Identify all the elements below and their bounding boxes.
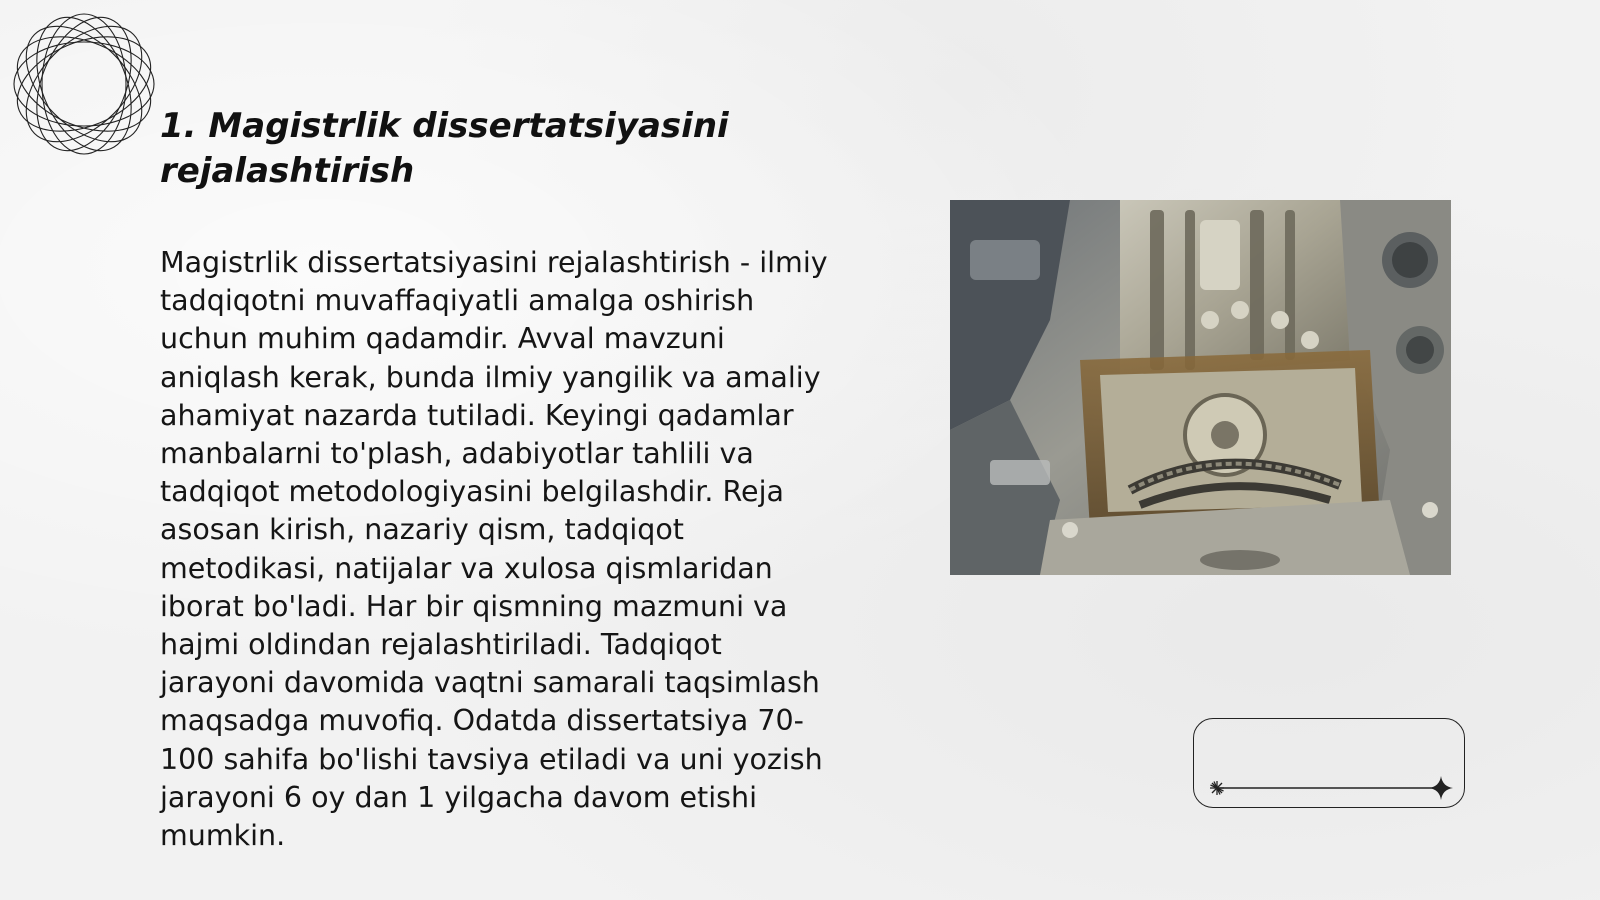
circular-line-ornament-icon [10, 10, 158, 158]
slide-title: 1. Magistrlik dissertatsiyasini rejalashtirish [160, 106, 729, 191]
slide-body-text: Magistrlik dissertatsiyasini rejalashtirish - ilmiy tadqiqotni muvaffaqiyatli amalga oshirish uchun muhim qadamdir. Avval mavzuni aniqlash kerak, bunda ilmiy yangilik va amaliy ahamiyat nazarda tutiladi. Keyingi qadamlar manbalarni to'plash, adabiyotlar tahlili va tadqiqot metodologiyasini belgilashdir. Reja asosan kirish, nazariy qism, tadqiqot metodikasi, natijalar va xulosa qismlaridan iborat bo'ladi. Har bir qismning mazmuni va hajmi oldindan rejalashtiriladi. Tadqiqot jarayoni davomida vaqtni samarali taqsimlash maqsadga muvofiq. Odatda dissertatsiya 70-100 sahifa bo'lishi tavsiya etiladi va uni yozish jarayoni 6 oy dan 1 yilgacha davom etishi mumkin. [160, 246, 828, 853]
sparkle-burst-icon [1210, 781, 1224, 795]
decorative-line-box [1193, 718, 1465, 808]
four-point-star-icon [1429, 776, 1453, 800]
engine-timing-chain-photo [950, 200, 1451, 575]
